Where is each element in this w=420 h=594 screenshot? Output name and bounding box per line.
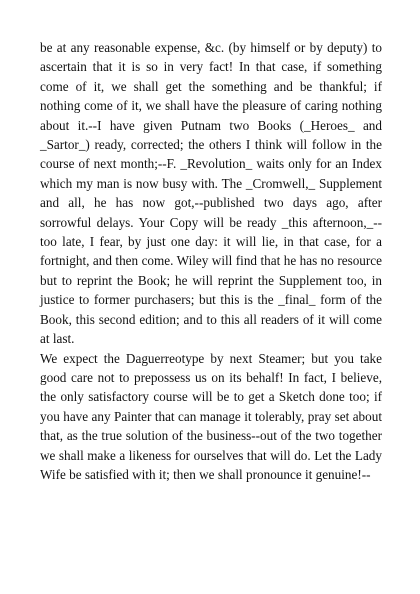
document-page (40, 38, 382, 484)
body-paragraph: be at any reasonable expense, &c. (by himself or by deputy) to ascertain that it is so in very fact! In that case, if something come of it, we shall get the something and be thankful; if nothing come of it, we shall have the pleasure of caring nothing about it.--I have given Putnam two Books (_Heroes_ and _Sartor_) ready, corrected; the others I think will follow in the course of next month;--F. _Revolution_ waits only for an Index which my man is now busy with. The _Cromwell,_ Supplement and all, he has now got,--published two days ago, after sorrowful delays. Your Copy will be ready _this afternoon,_--too late, I fear, by just one day: it will lie, in that case, for a fortnight, and then come. Wiley will find that he has no resource but to reprint the Book; he will reprint the Supplement too, in justice to former purchasers; but this is the _final_ form of the Book, this second edition; and to this all readers of it will come at last. (40, 40, 382, 347)
body-paragraph: We expect the Daguerreotype by next Steamer; but you take good care not to prepossess us on its behalf! In fact, I believe, the only satisfactory course will be to get a Sketch done too; if you have any Painter that can manage it tolerably, pray set about that, as the true solution of the business--out of the two together we shall make a likeness for ourselves that will do. Let the Lady Wife be satisfied with it; then we shall pronounce it genuine!-- (40, 350, 382, 482)
